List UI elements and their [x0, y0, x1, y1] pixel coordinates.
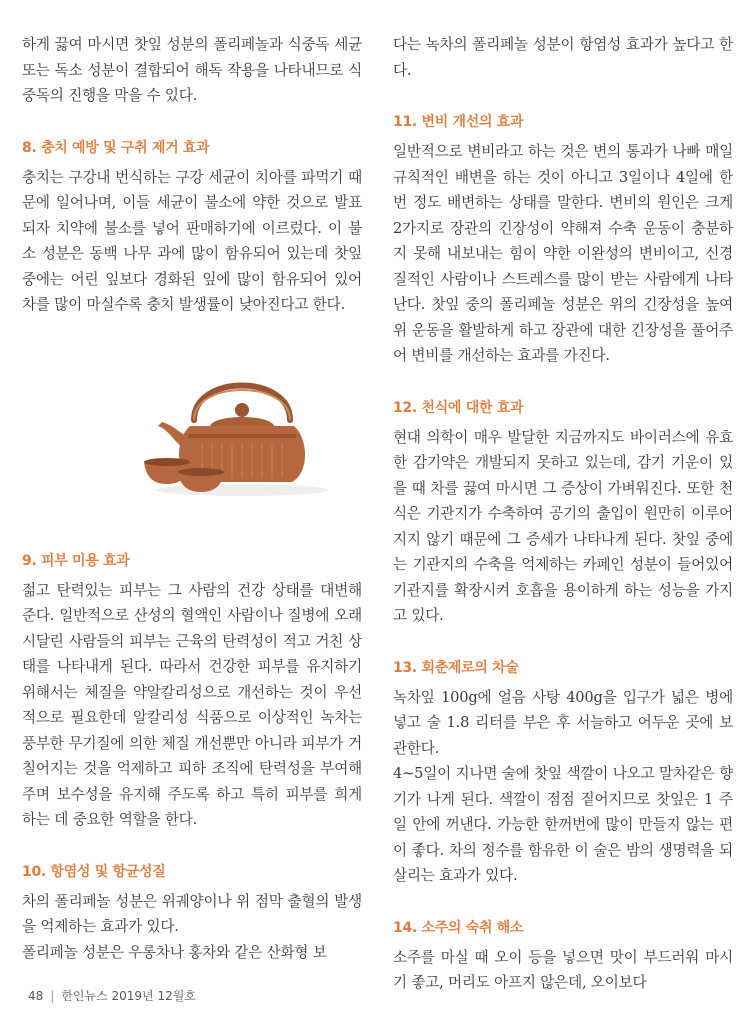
section-10-body-1: 차의 폴리페놀 성분은 위궤양이나 위 점막 출혈의 발생을 억제하는 효과가 있다. [22, 892, 362, 935]
section-8-body: 충치는 구강내 번식하는 구강 세균이 치아를 파먹기 때문에 일어나며, 이들 세균이 불소에 약한 것으로 발표되자 치약에 불소를 넣어 판매하기에 이르렀다. 이 불소 성분은 동백 나무 과에 많이 함유되어 있는데 찻잎 중에는 어린 잎보다 경화된 잎에 많이 함유되어 있어 차를 많이 마실수록 충치 발생률이 낮아진다고 한다. [22, 168, 362, 313]
publication-name: 한인뉴스 2019년 12월호 [61, 989, 196, 1003]
section-14-heading: 14. 소주의 숙취 해소 [393, 919, 524, 936]
teapot-with-cups-icon [132, 364, 332, 504]
section-12-heading: 12. 천식에 대한 효과 [393, 399, 524, 416]
section-12-body: 현대 의학이 매우 발달한 지금까지도 바이러스에 유효한 감기약은 개발되지 못하고 있는데, 감기 기운이 있을 때 차를 끓여 마시면 그 증상이 가벼워진다. 또한 천식은 기관지가 수축하여 공기의 출입이 원만히 이루어지지 않기 때문에 그 증세가 나타나게 된다. 찻잎 중에는 기관지의 수축을 억제하는 카페인 성분이 들어있어 기관지를 확장시켜 호흡을 용이하게 하는 성능을 가지고 있다. [393, 428, 733, 624]
footer-separator: | [50, 989, 55, 1003]
section-11-heading: 11. 변비 개선의 효과 [393, 114, 524, 130]
section-13-body-2: 4~5일이 지나면 술에 찻잎 색깔이 나오고 말차같은 향기가 나게 된다. 색깔이 점점 짙어지므로 찻잎은 1 주일 안에 꺼낸다. 가능한 한꺼번에 많이 만들지 않는 편이 좋다. 차의 정수를 함유한 이 술은 밤의 생명력을 되살리는 효과가 있다. [393, 765, 733, 884]
section-11-body: 일반적으로 변비라고 하는 것은 변의 통과가 나빠 매일 규칙적인 배변을 하는 것이 아니고 3일이나 4일에 한 번 정도 배변하는 상태를 말한다. 변비의 원인은 크게 2가지로 장관의 긴장성이 약해져 수축 운동이 충분하지 못해 내보내는 힘이 약한 이완성의 변비이고, 신경질적인 사람이나 스트레스를 많이 받는 사람에게 나타난다. 찻잎 중의 폴리페놀 성분은 위의 긴장성을 높여 위 운동을 활발하게 하고 장관에 대한 긴장성을 풀어주어 변비를 개선하는 효과를 가진다. [393, 143, 733, 364]
left-column [22, 32, 362, 965]
intro-paragraph-left: 하게 끓여 마시면 찻잎 성분의 폴리페놀과 식중독 세균 또는 독소 성분이 결합되어 해독 작용을 나타내므로 식중독의 진행을 막을 수 있다. [22, 36, 362, 104]
intro-paragraph-right: 다는 녹차의 폴리페놀 성분이 항염성 효과가 높다고 한다. [393, 36, 733, 79]
section-10-body-2: 폴리페놀 성분은 우롱차나 홍차와 같은 산화형 보 [22, 943, 327, 961]
section-13-heading: 13. 회춘제로의 차술 [393, 659, 519, 676]
section-9-heading: 9. 피부 미용 효과 [22, 552, 130, 569]
section-9-body: 젊고 탄력있는 피부는 그 사람의 건강 상태를 대변해 준다. 일반적으로 산성의 혈액인 사람이나 질병에 오래 시달린 사람들의 피부는 근육의 탄력성이 적고 거친 상태를 나타내게 된다. 따라서 건강한 피부를 유지하기 위해서는 체질을 약알칼리성으로 개선하는 것이 우선적으로 필요한데 알칼리성 식품으로 이상적인 녹차는 풍부한 무기질에 의한 체질 개선뿐만 아니라 피부가 거칠어지는 것을 억제하고 피하 조직에 탄력성을 부여해 주며 보수성을 유지해 주도록 하고 특히 피부를 희게 하는 데 중요한 역할을 한다. [22, 581, 362, 828]
section-14-body: 소주를 마실 때 오이 등을 넣으면 맛이 부드러워 마시기 좋고, 머리도 아프지 않은데, 오이보다 [393, 948, 733, 991]
section-13-body-1: 녹차잎 100g에 얼음 사탕 400g을 입구가 넓은 병에 넣고 술 1.8 리터를 부은 후 서늘하고 어두운 곳에 보관한다. [393, 688, 733, 757]
page-number: 48 [28, 989, 44, 1003]
page-footer [28, 987, 196, 1004]
right-column [393, 32, 733, 996]
section-10-heading: 10. 항염성 및 항균성질 [22, 863, 166, 880]
section-8-heading: 8. 충치 예방 및 구취 제거 효과 [22, 139, 210, 156]
